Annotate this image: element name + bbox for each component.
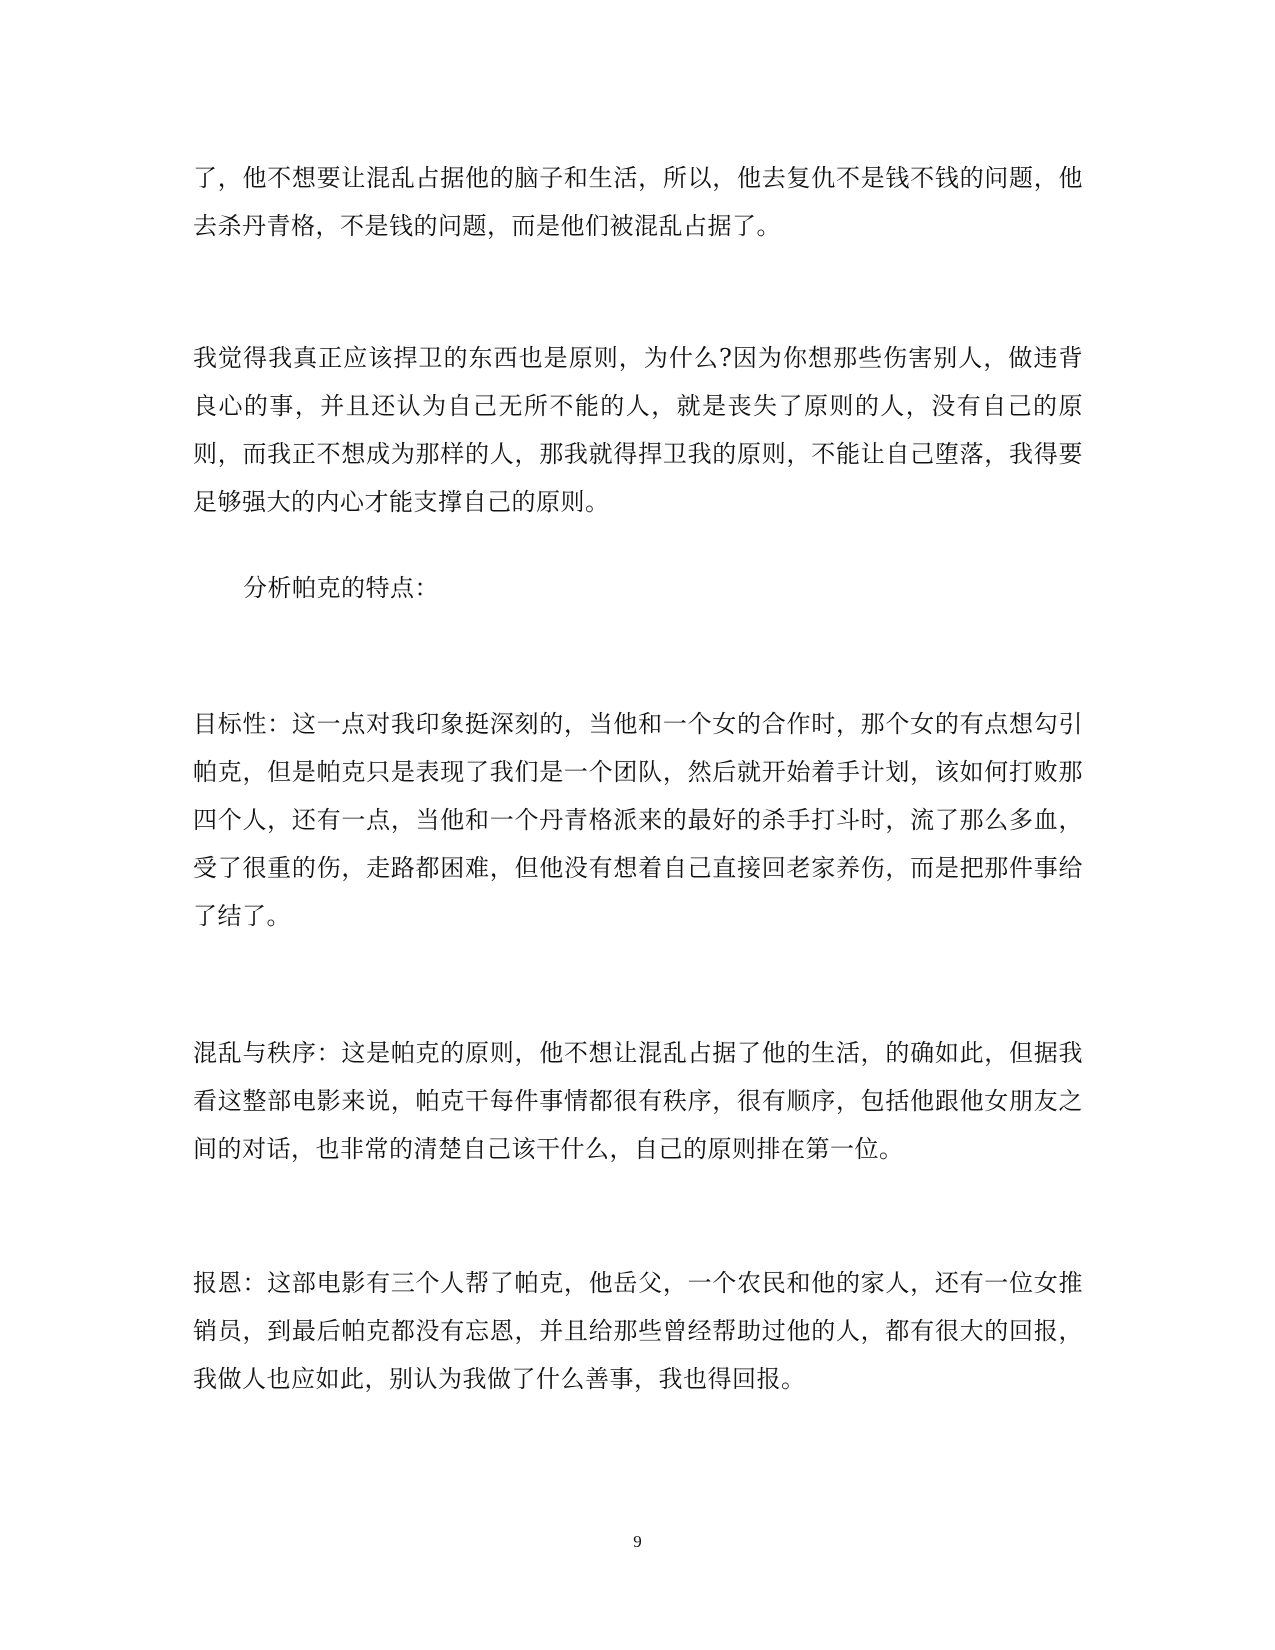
paragraph-goal-oriented: 目标性：这一点对我印象挺深刻的，当他和一个女的合作时，那个女的有点想勾引帕克，但是帕克只是表现了我们是一个团队，然后就开始着手计划，该如何打败那四个人，还有一点，当他和一个丹青格派来的最好的杀手打斗时，流了那么多血，受了很重的伤，走路都困难，但他没有想着自己直接回老家养伤，而是把那件事给了结了。 (193, 710, 1083, 930)
page-number: 9 (633, 1532, 642, 1551)
section-heading-parker-traits: 分析帕克的特点： (243, 574, 439, 602)
paragraph-gratitude: 报恩：这部电影有三个人帮了帕克，他岳父，一个农民和他的家人，还有一位女推销员，到最后帕克都没有忘恩，并且给那些曾经帮助过他的人，都有很大的回报，我做人也应如此，别认为我做了什么善事，我也得回报。 (193, 1269, 1083, 1393)
paragraph-chaos-and-order: 混乱与秩序：这是帕克的原则，他不想让混乱占据了他的生活，的确如此，但据我看这整部电影来说，帕克干每件事情都很有秩序，很有顺序，包括他跟他女朋友之间的对话，也非常的清楚自己该干什么，自己的原则排在第一位。 (193, 1039, 1083, 1163)
paragraph-continuation: 了，他不想要让混乱占据他的脑子和生活，所以，他去复仇不是钱不钱的问题，他去杀丹青格，不是钱的问题，而是他们被混乱占据了。 (193, 164, 1083, 240)
paragraph-principles: 我觉得我真正应该捍卫的东西也是原则，为什么?因为你想那些伤害别人，做违背良心的事，并且还认为自己无所不能的人，就是丧失了原则的人，没有自己的原则，而我正不想成为那样的人，那我就得捍卫我的原则，不能让自己堕落，我得要足够强大的内心才能支撑自己的原则。 (193, 344, 1083, 516)
